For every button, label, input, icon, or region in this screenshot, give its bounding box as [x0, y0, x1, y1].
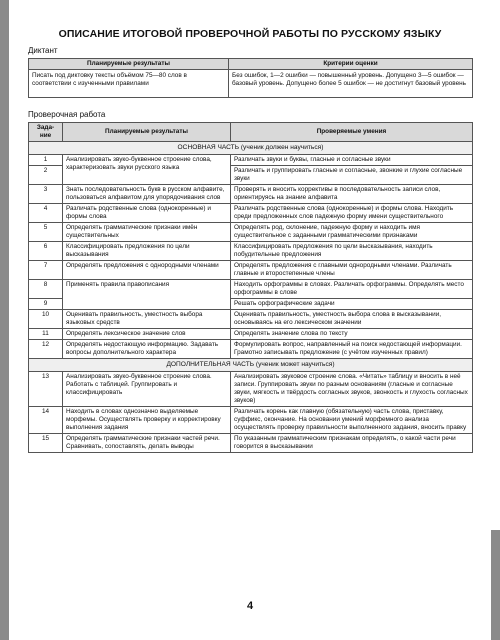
task-skill: Определять предложения с главными однородными членами. Различать главные и второстепенные члены	[231, 261, 473, 280]
task-result: Определять предложения с однородными членами	[63, 261, 231, 280]
task-result: Классифицировать предложения по цели высказывания	[63, 242, 231, 261]
task-skill: Различать и группировать гласные и согласные, звонкие и глухие согласные звуки	[231, 166, 473, 185]
task-skill: Анализировать звуковое строение слова. «Читать» таблицу и вносить в неё записи. Группировать звуки по разным основаниям (гласные и согласные звуки, мягкость и твёрдость согласных звуков, звонкость и глухость согласных звуков)	[231, 372, 473, 407]
main-section-title: ОСНОВНАЯ ЧАСТЬ (ученик должен научиться)	[29, 142, 473, 155]
task-number: 15	[29, 434, 63, 453]
task-number: 2	[29, 166, 63, 185]
task-skill: Определять род, склонение, падежную форму и находить имя существительное с заданными грамматическими признаками	[231, 223, 473, 242]
task-result: Знать последовательность букв в русском алфавите, пользоваться алфавитом для упорядочивания слов	[63, 185, 231, 204]
task-result: Определять лексическое значение слов	[63, 329, 231, 340]
task-number: 6	[29, 242, 63, 261]
task-result: Применять правила правописания	[63, 280, 231, 310]
work-label: Проверочная работа	[28, 110, 106, 119]
task-result: Различать родственные слова (однокоренные) и формы слова	[63, 204, 231, 223]
task-skill: Формулировать вопрос, направленный на поиск недостающей информации. Грамотно записывать предложение (с учётом изученных правил)	[231, 340, 473, 359]
task-result: Анализировать звуко-буквенное строение слова, характеризовать звуки русского языка	[63, 155, 231, 185]
task-skill: Классифицировать предложения по цели высказывания, находить побудительные предложения	[231, 242, 473, 261]
task-number: 5	[29, 223, 63, 242]
task-result: Определять грамматические признаки имён существительных	[63, 223, 231, 242]
task-number: 3	[29, 185, 63, 204]
left-margin-bar	[0, 0, 9, 640]
task-result: Определять недостающую информацию. Задавать вопросы дополнительного характера	[63, 340, 231, 359]
dictation-label: Диктант	[28, 46, 58, 55]
task-number: 14	[29, 407, 63, 434]
page-title: ОПИСАНИЕ ИТОГОВОЙ ПРОВЕРОЧНОЙ РАБОТЫ ПО РУССКОМУ ЯЗЫКУ	[58, 28, 442, 40]
page-number: 4	[246, 600, 254, 612]
task-skill: Различать родственные слова (однокоренные) и формы слова. Находить среди предложенных слов падежную форму имени существительного	[231, 204, 473, 223]
task-skill: Проверять и вносить коррективы в последовательность записи слов, ориентируясь на знание алфавита	[231, 185, 473, 204]
extra-section-title: ДОПОЛНИТЕЛЬНАЯ ЧАСТЬ (ученик может научиться)	[29, 359, 473, 372]
work-header-results: Планируемые результаты	[63, 123, 231, 142]
task-result: Находить в словах однозначно выделяемые морфемы. Осуществлять проверку и корректировку выполнения задания	[63, 407, 231, 434]
task-result: Оценивать правильность, уместность выбора языковых средств	[63, 310, 231, 329]
task-number: 8	[29, 280, 63, 299]
work-header-task: Зада-ние	[29, 123, 63, 142]
dictation-result: Писать под диктовку тексты объёмом 75—80 слов в соответствии с изученными правилами	[29, 70, 229, 98]
task-skill: Оценивать правильность, уместность выбора слова в высказывании, основываясь на его лексическом значении	[231, 310, 473, 329]
task-skill: Решать орфографические задачи	[231, 299, 473, 310]
dictation-header-criteria: Критерии оценки	[229, 59, 473, 70]
task-number: 4	[29, 204, 63, 223]
task-number: 1	[29, 155, 63, 166]
task-result: Определять грамматические признаки частей речи. Сравнивать, сопоставлять, делать выводы	[63, 434, 231, 453]
task-number: 7	[29, 261, 63, 280]
work-table	[28, 122, 473, 453]
dictation-header-results: Планируемые результаты	[29, 59, 229, 70]
task-skill: Различать звуки и буквы, гласные и согласные звуки	[231, 155, 473, 166]
dictation-table	[28, 58, 473, 98]
dictation-criteria: Без ошибок, 1—2 ошибки — повышенный уровень. Допущено 3—5 ошибок — базовый уровень. Допущено более 5 ошибок — не достигнут базовый уровень	[229, 70, 473, 98]
task-number: 10	[29, 310, 63, 329]
task-number: 13	[29, 372, 63, 407]
right-margin-bar	[491, 530, 500, 640]
task-skill: Находить орфограммы в словах. Различать орфограммы. Определять место орфограммы в слове	[231, 280, 473, 299]
task-number: 9	[29, 299, 63, 310]
document-page	[28, 0, 472, 453]
work-header-skills: Проверяемые умения	[231, 123, 473, 142]
task-skill: Определять значение слова по тексту	[231, 329, 473, 340]
task-result: Анализировать звуко-буквенное строение слова. Работать с таблицей. Группировать и классифицировать	[63, 372, 231, 407]
task-skill: По указанным грамматическим признакам определять, о какой части речи говорится в высказывании	[231, 434, 473, 453]
task-number: 12	[29, 340, 63, 359]
task-number: 11	[29, 329, 63, 340]
task-skill: Различать корень как главную (обязательную) часть слова, приставку, суффикс, окончание. На основании умений морфемного анализа осуществлять проверку правильности выполненного задания, вносить правку	[231, 407, 473, 434]
